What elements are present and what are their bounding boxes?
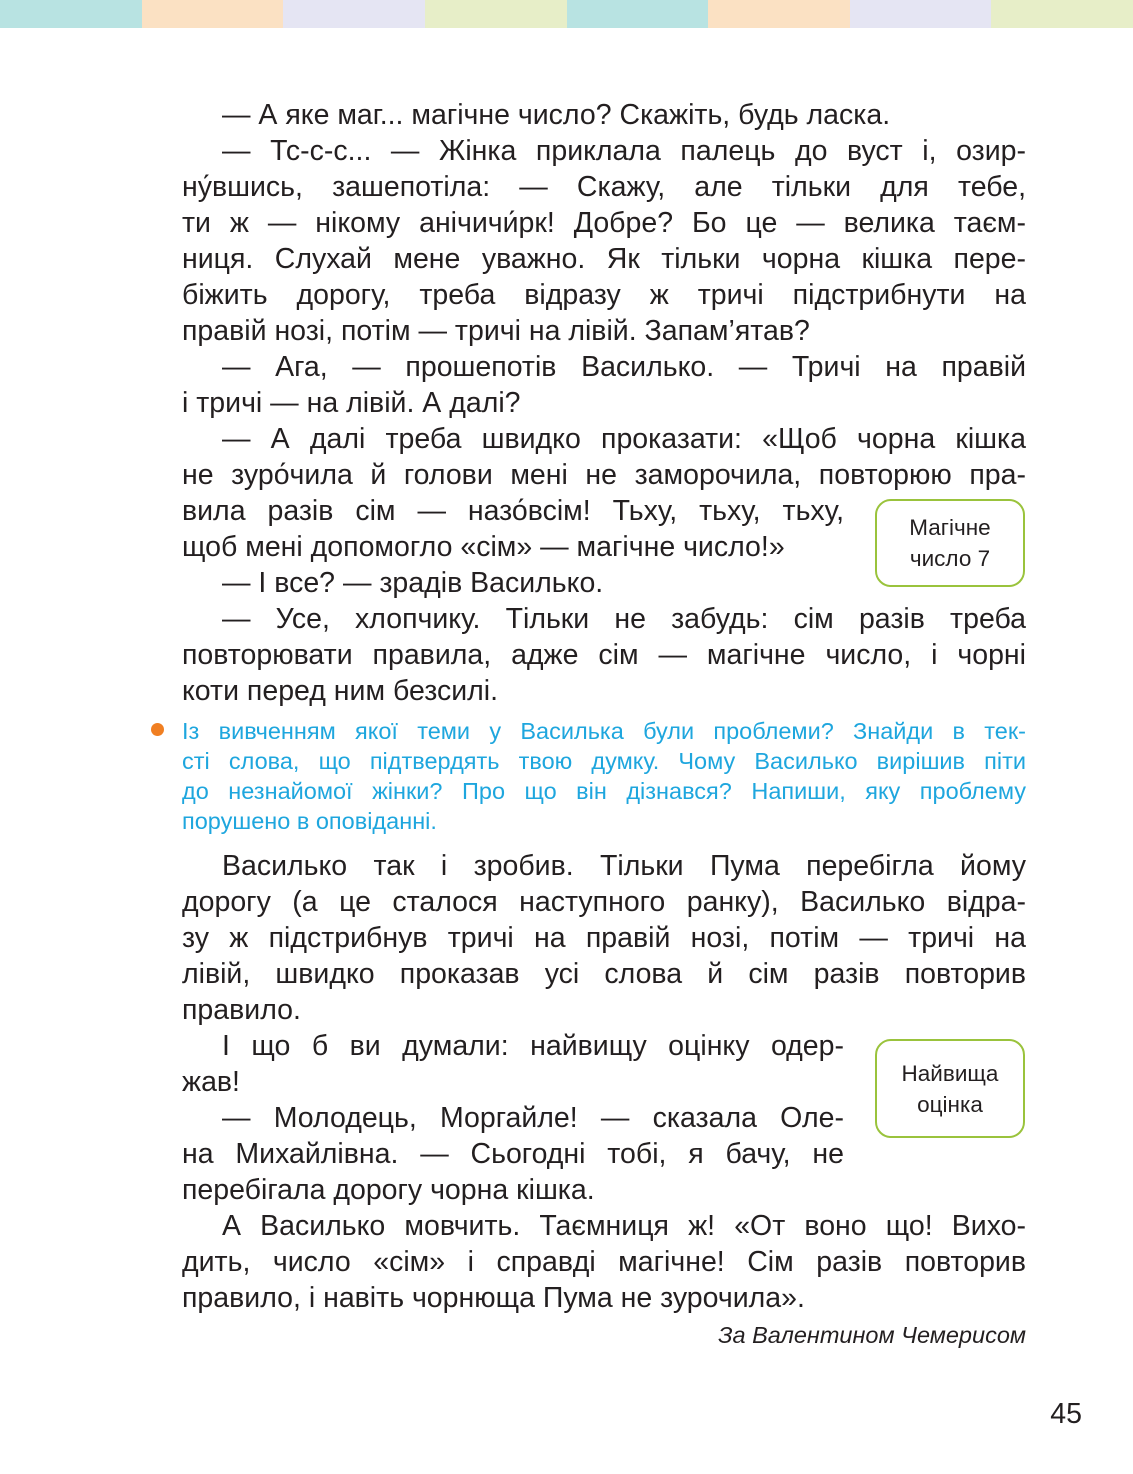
note-line: оцінка bbox=[917, 1091, 983, 1117]
stripe-segment bbox=[991, 0, 1133, 28]
bullet-dot-icon bbox=[151, 723, 164, 736]
stripe-segment bbox=[567, 0, 709, 28]
stripe-segment bbox=[850, 0, 992, 28]
text-line: ти ж — нікому анічичи́рк! Добре? Бо це — велика таєм- bbox=[182, 207, 1026, 239]
text-line: І що б ви думали: найвищу оцінку одер- bbox=[222, 1030, 844, 1062]
text-line: — А яке маг... магічне число? Скажіть, будь ласка. bbox=[222, 99, 891, 131]
text-line: біжить дорогу, треба відразу ж тричі підстрибнути на bbox=[182, 279, 1026, 311]
text-line: дить, число «сім» і справді магічне! Сім разів повторив bbox=[182, 1246, 1026, 1278]
text-line: — А далі треба швидко проказати: «Щоб чорна кішка bbox=[222, 423, 1026, 455]
text-line: правій нозі, потім — тричі на лівій. Запам’ятав? bbox=[182, 315, 810, 347]
text-line: А Василько мовчить. Таємниця ж! «От воно що! Вихо- bbox=[222, 1210, 1026, 1242]
question-line: сті слова, що підтвердять твою думку. Чому Василько вирішив піти bbox=[182, 748, 1026, 774]
top-color-stripe bbox=[0, 0, 1133, 28]
stripe-segment bbox=[425, 0, 567, 28]
question-line: до незнайомої жінки? Про що він дізнався? Напиши, яку проблему bbox=[182, 778, 1026, 804]
stripe-segment bbox=[283, 0, 425, 28]
text-line: коти перед ним безсилі. bbox=[182, 675, 499, 707]
stripe-segment bbox=[708, 0, 850, 28]
text-line: повторювати правила, адже сім — магічне число, і чорні bbox=[182, 639, 1026, 671]
text-line: правило. bbox=[182, 994, 301, 1026]
text-line: не зуро́чила й голови мені не заморочила, повторюю пра- bbox=[182, 459, 1026, 491]
margin-note-magic-number bbox=[875, 499, 1025, 587]
text-line: дорогу (а це сталося наступного ранку), Василько відра- bbox=[182, 886, 1026, 918]
story-text-part-1 bbox=[182, 97, 1026, 709]
question-line: Із вивченням якої теми у Василька були проблеми? Знайди в тек- bbox=[182, 718, 1026, 744]
text-line: вила разів сім — назо́всім! Тьху, тьху, тьху, bbox=[182, 495, 844, 527]
page-number: 45 bbox=[1050, 1398, 1082, 1430]
text-line: ниця. Слухай мене уважно. Як тільки чорна кішка пере- bbox=[182, 243, 1026, 275]
text-line: ну́вшись, зашепотіла: — Скажу, але тільки для тебе, bbox=[182, 171, 1026, 203]
text-line: перебігала дорогу чорна кішка. bbox=[182, 1174, 595, 1206]
text-line: і тричі — на лівій. А далі? bbox=[182, 387, 521, 419]
text-line: лівій, швидко проказав усі слова й сім разів повторив bbox=[182, 958, 1026, 990]
text-line: правило, і навіть чорнюща Пума не зурочила». bbox=[182, 1282, 805, 1314]
text-line: — Ага, — прошепотів Василько. — Тричі на правій bbox=[222, 351, 1026, 383]
text-line: — Молодець, Моргайле! — сказала Оле- bbox=[222, 1102, 844, 1134]
text-line: жав! bbox=[182, 1066, 240, 1098]
text-line: — І все? — зрадів Василько. bbox=[222, 567, 604, 599]
text-line: — Тс-с-с... — Жінка приклала палець до вуст і, озир- bbox=[222, 135, 1026, 167]
note-line: Найвища bbox=[901, 1060, 999, 1086]
text-line: щоб мені допомогло «сім» — магічне число!» bbox=[182, 531, 785, 563]
text-line: зу ж підстрибнув тричі на правій нозі, потім — тричі на bbox=[182, 922, 1026, 954]
margin-note-highest-grade bbox=[875, 1039, 1025, 1138]
question-line: порушено в оповіданні. bbox=[182, 808, 437, 834]
author-credit: За Валентином Чемерисом bbox=[718, 1322, 1026, 1348]
text-line: Василько так і зробив. Тільки Пума перебігла йому bbox=[222, 850, 1026, 882]
stripe-segment bbox=[0, 0, 142, 28]
note-line: число 7 bbox=[909, 546, 991, 571]
stripe-segment bbox=[142, 0, 284, 28]
note-line: Магічне bbox=[909, 515, 991, 540]
text-line: на Михайлівна. — Сьогодні тобі, я бачу, не bbox=[182, 1138, 844, 1170]
question-block bbox=[182, 716, 1026, 836]
text-line: — Усе, хлопчику. Тільки не забудь: сім разів треба bbox=[222, 603, 1026, 635]
